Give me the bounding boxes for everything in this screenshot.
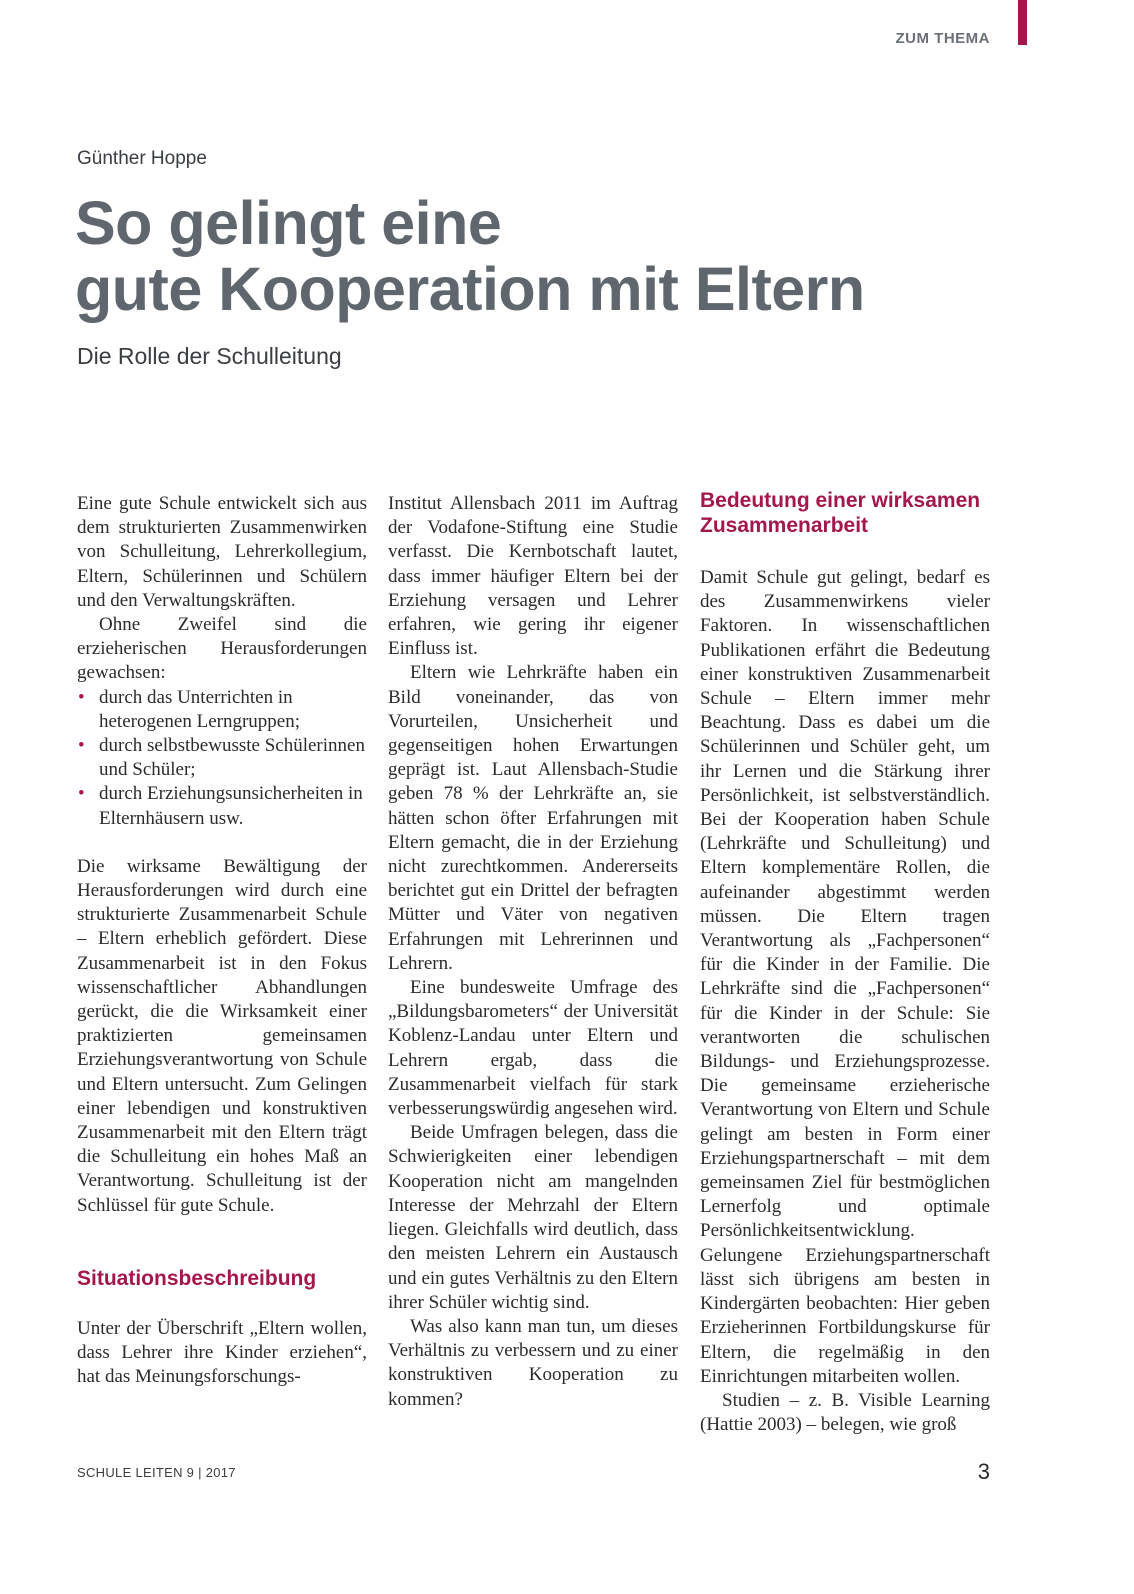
text-column-3	[700, 488, 990, 1437]
accent-bar	[1018, 0, 1027, 45]
paragraph: Die wirksame Bewältigung der Herausforderungen wird durch eine strukturierte Zusammenarbeit Schule – Eltern erheblich gefördert. Diese Zusammenarbeit ist in den Fokus wissenschaftlicher Abhandlungen gerückt, die die Wirksamkeit einer praktizierten gemeinsamen Erziehungsverantwortung von Schule und Eltern untersucht. Zum Gelingen einer lebendigen und konstruktiven Zusammenarbeit mit den Eltern trägt die Schulleitung ein hohes Maß an Verantwortung. Schulleitung ist der Schlüssel für gute Schule.	[77, 855, 367, 1216]
paragraph: Institut Allensbach 2011 im Auftrag der Vodafone-Stiftung eine Studie verfasst. Die Kernbotschaft lautet, dass immer häufiger Eltern bei der Erziehung versagen und Lehrer erfahren, wie gering ihr eigener Einfluss ist.	[388, 493, 678, 660]
bullet-icon: •	[78, 735, 85, 757]
list-item-text: durch das Unterrichten in heterogenen Lerngruppen;	[99, 686, 300, 732]
title-line-2: gute Kooperation mit Eltern	[75, 255, 865, 323]
paragraph: Unter der Überschrift „Eltern wollen, dass Lehrer ihre Kinder erziehen“, hat das Meinungsforschungs-	[77, 1317, 367, 1388]
list-item	[77, 734, 367, 782]
list-item	[77, 782, 367, 830]
bullet-icon: •	[78, 686, 85, 708]
article-subtitle: Die Rolle der Schulleitung	[77, 343, 342, 369]
list-item-text: durch Erziehungsunsicherheiten in Elternhäusern usw.	[99, 783, 363, 829]
paragraph: Was also kann man tun, um dieses Verhältnis zu verbessern und zu einer konstruktiven Kooperation zu kommen?	[388, 1315, 678, 1410]
paragraph: Ohne Zweifel sind die erzieherischen Herausforderungen gewachsen:	[77, 614, 367, 684]
text-column-1	[77, 492, 367, 1390]
list-item-text: durch selbstbewusste Schülerinnen und Schüler;	[99, 735, 365, 781]
paragraph: Beide Umfragen belegen, dass die Schwierigkeiten einer lebendigen Kooperation nicht am mangelnden Interesse der Mehrzahl der Eltern liegen. Gleichfalls wird deutlich, dass den meisten Lehrern ein Austausch und ein gutes Verhältnis zu den Eltern ihrer Schüler wichtig sind.	[388, 1122, 678, 1313]
paragraph: Eine gute Schule entwickelt sich aus dem strukturierten Zusammenwirken von Schulleitung, Lehrerkollegium, Eltern, Schülerinnen und Schülern und den Verwaltungskräften.	[77, 493, 367, 611]
paragraph: Damit Schule gut gelingt, bedarf es des Zusammenwirkens vieler Faktoren. In wissenschaftlichen Publikationen erfährt die Bedeutung einer konstruktiven Zusammenarbeit Schule – Eltern immer mehr Beachtung. Dass es dabei um die Schülerinnen und Schüler geht, um ihr Lernen und die Stärkung ihrer Persönlichkeit, ist selbstverständlich. Bei der Kooperation haben Schule (Lehrkräfte und Schulleitung) und Eltern komplementäre Rollen, die aufeinander abgestimmt werden müssen. Die Eltern tragen Verantwortung als „Fachpersonen“ für die Kinder in der Familie. Die Lehrkräfte sind die „Fachpersonen“ für die Kinder in der Schule: Sie verantworten die schulischen Bildungs- und Erziehungsprozesse. Die gemeinsame erzieherische Verantwortung von Eltern und Schule gelingt am besten in Form einer Erziehungspartnerschaft – mit dem gemeinsamen Ziel für bestmöglichen Lernerfolg und optimale Persönlichkeitsentwicklung. Gelungene Erziehungspartnerschaft lässt sich übrigens am besten in Kindergärten beobachten: Hier geben Erzieherinnen Fortbildungskurse für Eltern, die regelmäßig in den Einrichtungen mitarbeiten wollen.	[700, 567, 990, 1387]
bullet-icon: •	[78, 783, 85, 805]
article-title	[75, 190, 865, 322]
text-column-2	[388, 492, 678, 1412]
paragraph: Eltern wie Lehrkräfte haben ein Bild voneinander, das von Vorurteilen, Unsicherheit und gegenseitigen hohen Erwartungen geprägt ist. Laut Allensbach-Studie geben 78 % der Lehrkräfte an, sie hätten schon öfter Erfahrungen mit Eltern gemacht, die in der Erziehung nicht zurechtkommen. Andererseits berichtet gut ein Drittel der befragten Mütter und Väter von negativen Erfahrungen mit Lehrerinnen und Lehrern.	[388, 662, 678, 974]
bullet-list	[77, 686, 367, 831]
section-heading: Situationsbeschreibung	[77, 1266, 317, 1290]
section-tag: ZUM THEMA	[895, 30, 990, 47]
section-heading: Bedeutung einer wirksamen Zusammenarbeit	[700, 489, 981, 537]
title-line-1: So gelingt eine	[75, 189, 502, 257]
page-number: 3	[977, 1459, 990, 1484]
journal-footer: SCHULE LEITEN 9 | 2017	[77, 1465, 236, 1480]
list-item	[77, 686, 367, 734]
paragraph: Studien – z. B. Visible Learning (Hattie 2003) – belegen, wie groß	[700, 1389, 990, 1436]
paragraph: Eine bundesweite Umfrage des „Bildungsbarometers“ der Universität Koblenz-Landau unter Eltern und Lehrern ergab, dass die Zusammenarbeit vielfach für stark verbesserungswürdig angesehen wird.	[388, 977, 678, 1120]
author-name: Günther Hoppe	[77, 148, 207, 169]
